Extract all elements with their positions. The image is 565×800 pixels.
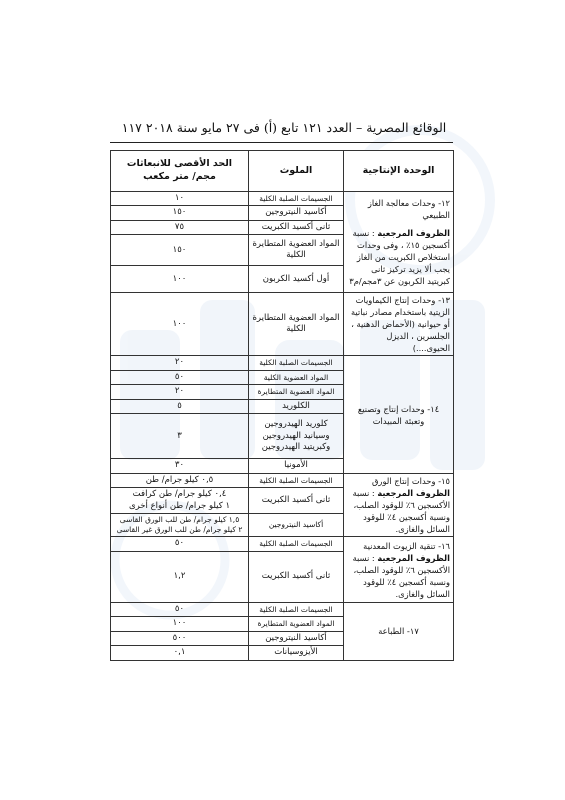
pollutant-cell: المواد العضوية المتطايرة — [249, 617, 344, 631]
page-header: الوقائع المصرية – العدد ١٢١ تابع (أ) فى ٢٧ مايو سنة ٢٠١٨ ١١٧ — [121, 120, 447, 135]
pollutant-cell: أول أكسيد الكربون — [249, 266, 344, 293]
reference-conditions-label: الظروف المرجعية — [377, 488, 450, 499]
table-row — [111, 356, 454, 370]
emissions-limits-table — [110, 150, 454, 661]
column-header-limit: الحد الأقصى للانبعاثات مجم/ متر مكعب — [111, 151, 249, 192]
unit-title: ١٦- تنقية الزيوت المعدنية — [363, 540, 450, 551]
limit-cell: ١٠٠ — [111, 617, 249, 631]
unit-cell-natural-gas — [344, 192, 454, 293]
limit-cell: ٢٠ — [111, 385, 249, 399]
limit-cell: ١,٢ — [111, 551, 249, 602]
unit-cell-mineral-oils — [344, 537, 454, 602]
pollutant-cell: كلوريد الهيدروجين وسيانيد الهيدروجين وكبريتيد الهيدروجين — [249, 414, 344, 459]
pollutant-cell: الأمونيا — [249, 459, 344, 473]
limit-line: ١ كيلو جرام/ طن أنواع أخرى — [128, 500, 231, 511]
table-row — [111, 293, 454, 356]
table-header-row — [111, 151, 454, 192]
reference-conditions-text: : نسبة الأكسجين ٦٪ للوقود الصلب، ونسبة أكسجين ٤٪ للوقود السائل والغازى. — [352, 552, 450, 599]
unit-title: ١٥- وحدات إنتاج الورق — [372, 476, 450, 487]
pollutant-cell: الجسيمات الصلبة الكلية — [249, 473, 344, 487]
pollutant-cell: أكاسيد النيتروجين — [249, 206, 344, 220]
pollutant-cell: ثانى أكسيد الكبريت — [249, 488, 344, 514]
limit-cell: ١٥٠ — [111, 235, 249, 266]
unit-cell-oleochemicals: ١٣- وحدات إنتاج الكيماويات الزيتية باستخدام مصادر نباتية أو حيوانية (الأحماض الدهنية ، الجلسرين ، الديزل الحيوى....) — [344, 293, 454, 356]
table-row — [111, 602, 454, 616]
limit-cell: ٣٠ — [111, 459, 249, 473]
unit-cell-printing: ١٧- الطباعة — [344, 602, 454, 660]
limit-cell: ٥٠ — [111, 602, 249, 616]
limit-cell: ٥٠ — [111, 370, 249, 384]
reference-conditions-text: : نسبة أكسجين ١٥٪ ، وفى وحدات استخلاص الكبريت من الغاز يجب ألا يزيد تركيز ثانى كبريتيد الكربون عن ٣مجم/م٣ — [349, 228, 450, 287]
pollutant-cell: ثانى أكسيد الكبريت — [249, 220, 344, 234]
limit-cell: ٠,١ — [111, 646, 249, 660]
limit-cell — [111, 488, 249, 514]
limit-line: ٠,٤ كيلو جرام/ طن كرافت — [132, 489, 227, 500]
unit-cell-pesticides: ١٤- وحدات إنتاج وتصنيع وتعبئة المبيدات — [344, 356, 454, 473]
limit-cell: ٠,٥ كيلو جرام/ طن — [111, 473, 249, 487]
limit-line: ٢ كيلو جرام/ طن للب الورق غير القاسى — [116, 525, 243, 535]
pollutant-cell: المواد العضوية المتطايرة الكلية — [249, 293, 344, 356]
limit-cell — [111, 514, 249, 537]
pollutant-cell: الجسيمات الصلبة الكلية — [249, 537, 344, 551]
table-row — [111, 192, 454, 206]
limit-cell: ٥ — [111, 399, 249, 413]
limit-cell: ٥٠٠ — [111, 631, 249, 645]
limit-cell: ٥٠ — [111, 537, 249, 551]
pollutant-cell: الأيزوسيانات — [249, 646, 344, 660]
reference-conditions-label: الظروف المرجعية — [377, 552, 450, 563]
column-header-pollutant: الملوث — [249, 151, 344, 192]
limit-cell: ٧٥ — [111, 220, 249, 234]
unit-title: ١٢- وحدات معالجة الغاز الطبيعي — [367, 198, 450, 221]
pollutant-cell: المواد العضوية المتطايرة الكلية — [249, 235, 344, 266]
limit-cell: ١٠٠ — [111, 293, 249, 356]
limit-cell: ٢٠ — [111, 356, 249, 370]
reference-conditions-text: : نسبة الأكسجين ٦٪ للوقود الصلب، ونسبة أكسجين ٤٪ للوقود السائل والغازى. — [352, 488, 450, 535]
limit-cell: ١٠ — [111, 192, 249, 206]
pollutant-cell: المواد العضوية المتطايرة — [249, 385, 344, 399]
column-header-unit: الوحدة الإنتاجية — [344, 151, 454, 192]
unit-cell-paper — [344, 473, 454, 537]
table-row — [111, 537, 454, 551]
limit-line: ١,٥ كيلو جرام/ طن للب الورق القاسى — [119, 515, 240, 525]
pollutant-cell: ثانى أكسيد الكبريت — [249, 551, 344, 602]
limit-cell: ١٠٠ — [111, 266, 249, 293]
pollutant-cell: الجسيمات الصلبة الكلية — [249, 602, 344, 616]
pollutant-cell: الجسيمات الصلبة الكلية — [249, 356, 344, 370]
reference-conditions-label: الظروف المرجعية — [377, 228, 450, 239]
header-rule — [110, 142, 453, 143]
table-row — [111, 473, 454, 487]
pollutant-cell: أكاسيد النيتروجين — [249, 631, 344, 645]
pollutant-cell: المواد العضوية الكلية — [249, 370, 344, 384]
pollutant-cell: الكلوريد — [249, 399, 344, 413]
pollutant-cell: الجسيمات الصلبة الكلية — [249, 192, 344, 206]
limit-cell: ١٥٠ — [111, 206, 249, 220]
limit-cell: ٣ — [111, 414, 249, 459]
pollutant-cell: أكاسيد النيتروجين — [249, 514, 344, 537]
